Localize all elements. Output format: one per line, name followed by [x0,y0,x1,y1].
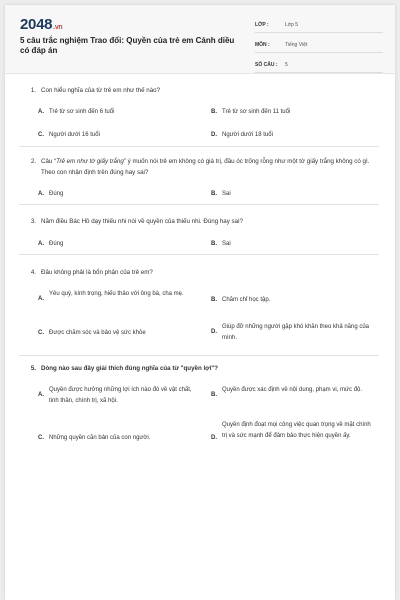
option-text: Sai [222,241,231,247]
meta-value-count: 5 [285,61,288,68]
quoted-phrase: Trẻ em như tờ giấy trắng [56,158,124,165]
logo-brand: 2048 [20,16,53,33]
option-letter: C. [38,435,44,441]
option-text: Chăm chỉ học tập. [222,297,271,303]
meta-key-class: LỚP : [255,21,269,28]
worksheet-title: 5 câu trắc nghiệm Trao đổi: Quyền của trẻ em Cánh diều có đáp án [20,36,235,55]
question-number: 5. [30,365,36,372]
meta-row-count [255,57,383,73]
divider [19,146,379,147]
question-number: 4. [30,269,36,276]
option-text: Đúng [49,241,64,247]
meta-value-class: Lớp 5 [285,21,299,28]
meta-key-count: SỐ CÂU : [255,61,278,68]
option-letter: C. [38,132,44,138]
option-letter: A. [38,191,44,197]
option-letter: C. [38,330,44,336]
question-text: Đâu không phải là bổn phận của trẻ em? [41,269,153,276]
question-text: Câu “Trẻ em như tờ giấy trắng” ý muốn nói trẻ em không có giá trị, đầu óc trống rỗng như một tờ giấy trắng không có gì. Theo con nhận định trên đúng hay sai? [41,158,370,176]
logo-tld: .vn [53,24,63,31]
meta-row-subject [255,37,383,53]
worksheet-page [5,5,395,600]
divider [19,355,379,356]
option-letter: B. [211,392,217,398]
divider [19,254,379,255]
option-text: Người dưới 18 tuổi [222,132,273,138]
option-letter: A. [38,392,44,398]
worksheet-header [5,5,395,74]
option-letter: B. [211,297,217,303]
option-letter: D. [211,132,217,138]
meta-value-subject: Tiếng Việt [285,41,308,48]
meta-row-class [255,17,383,33]
option-letter: B. [211,109,217,115]
option-text: Sai [222,191,231,197]
question-text: Năm điều Bác Hồ dạy thiếu nhi nói về quyền của thiếu nhi. Đúng hay sai? [41,218,243,225]
option-letter: B. [211,241,217,247]
option-text: Những quyền căn bản của con người. [49,435,151,441]
question-number: 2. [30,158,36,165]
option-letter: B. [211,191,217,197]
option-text: Người dưới 16 tuổi [49,132,100,138]
option-text: Được chăm sóc và bảo vệ sức khỏe [49,330,146,336]
option-text: Quyền định đoạt mọi công việc quan trọng về mặt chính trị và sức mạnh để đảm bảo thực hiện quyền ấy. [222,422,371,439]
option-text: Trẻ từ sơ sinh đến 6 tuổi [49,109,115,115]
option-text: Quyền được xác định về nội dung, phạm vi, mức độ. [222,387,363,393]
divider [19,204,379,205]
question-text: Con hiểu nghĩa của từ trẻ em như thế nào? [41,87,161,94]
site-logo[interactable] [20,16,62,33]
meta-info [255,17,383,77]
question-number: 1. [30,87,36,94]
option-letter: A. [38,109,44,115]
option-letter: D. [211,329,217,335]
option-letter: D. [211,435,217,441]
option-text: Giúp đỡ những người gặp khó khăn theo khả năng của mình. [222,324,370,341]
option-text: Đúng [49,191,64,197]
option-text: Trẻ từ sơ sinh đến 11 tuổi [222,109,291,115]
option-text: Yêu quý, kính trọng, hiếu thảo với ông bà, cha mẹ. [49,291,184,297]
option-text: Quyền được hưởng những lợi ích nào đó về vật chất, tinh thần, chính trị, xã hội. [49,387,192,404]
question-number: 3. [30,218,36,225]
meta-key-subject: MÔN : [255,41,270,48]
option-letter: A. [38,296,44,302]
option-letter: A. [38,241,44,247]
question-text: Dòng nào sau đây giải thích đúng nghĩa của từ "quyền lợi"? [41,365,219,372]
